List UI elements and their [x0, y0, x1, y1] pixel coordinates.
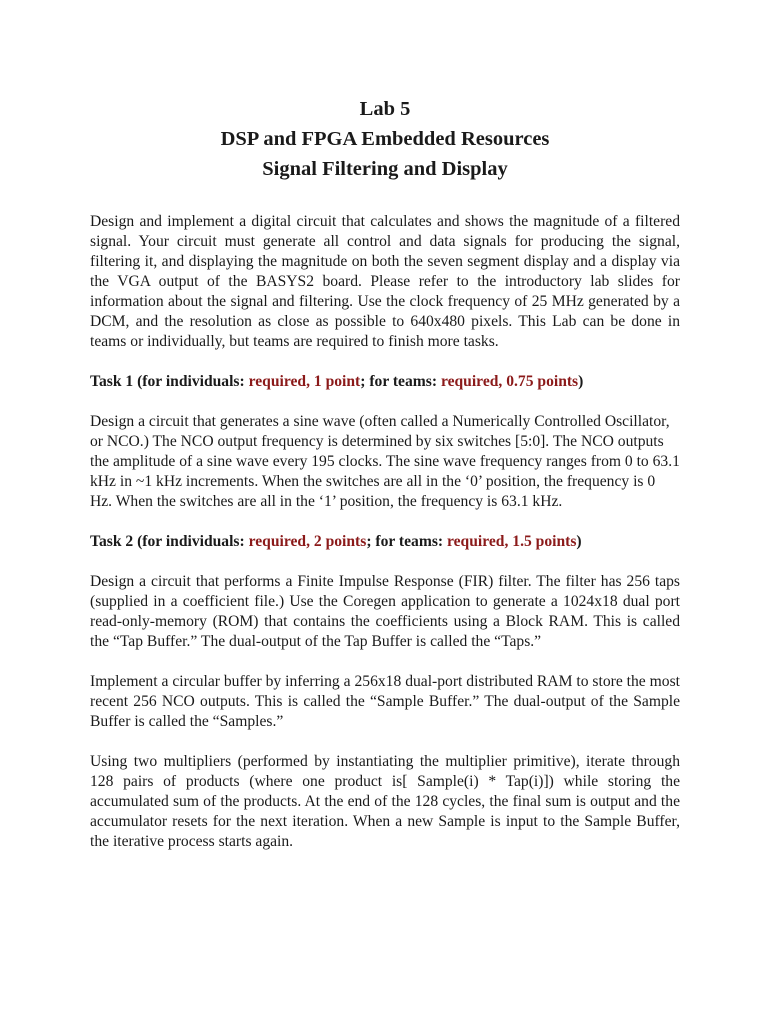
task2-paragraph-fir: Design a circuit that performs a Finite Impulse Response (FIR) filter. The filter has 256 taps (supplied in a coefficient file.) Use the Coregen application to generate a 1024x18 dual port read-only-memory (ROM) that contains the coefficients using a Block RAM. This is called the “Tap Buffer.” The dual-output of the Tap Buffer is called the “Taps.”: [90, 573, 680, 650]
task2-paragraph-multipliers: Using two multipliers (performed by instantiating the multiplier primitive), iterate through 128 pairs of products (where one product is[ Sample(i) * Tap(i)]) while storing the accumulated sum of the products. At the end of the 128 cycles, the final sum is output and the accumulator resets for the next iteration. When a new Sample is input to the Sample Buffer, the iterative process starts again.: [90, 753, 680, 850]
task1-heading-middle: ; for teams:: [360, 373, 441, 390]
spacer: [90, 552, 680, 572]
task2-heading-prefix: Task 2 (for individuals:: [90, 533, 249, 550]
task1-heading: [90, 372, 680, 392]
task1-team-requirement: required, 0.75 points: [440, 373, 579, 390]
intro-paragraph: Design and implement a digital circuit that calculates and shows the magnitude of a filtered signal. Your circuit must generate all control and data signals for producing the signal, filtering it, and displaying the magnitude on both the seven segment display and a display via the VGA output of the BASYS2 board. Please refer to the introductory lab slides for information about the signal and filtering. Use the clock frequency of 25 MHz generated by a DCM, and the resolution as close as possible to 640x480 pixels. This Lab can be done in teams or individually, but teams are required to finish more tasks.: [90, 213, 680, 350]
spacer: [90, 652, 680, 672]
lab-subtitle: Signal Filtering and Display: [262, 158, 508, 180]
task2-team-requirement: required, 1.5 points: [447, 533, 577, 550]
lab-number: Lab 5: [359, 98, 411, 120]
task1-heading-prefix: Task 1 (for individuals:: [90, 373, 249, 390]
task2-individual-requirement: required, 2 points: [248, 533, 367, 550]
task1-individual-requirement: required, 1 point: [248, 373, 361, 390]
title-block: [90, 94, 680, 184]
lab-title: DSP and FPGA Embedded Resources: [220, 128, 550, 150]
task1-heading-suffix: ): [578, 373, 584, 390]
document-page: [90, 94, 680, 852]
task2-heading-middle: ; for teams:: [366, 533, 447, 550]
task2-paragraph-buffer: Implement a circular buffer by inferring a 256x18 dual-port distributed RAM to store the most recent 256 NCO outputs. This is called the “Sample Buffer.” The dual-output of the Sample Buffer is called the “Samples.”: [90, 673, 680, 730]
spacer: [90, 392, 680, 412]
spacer: [90, 512, 680, 532]
task2-heading-suffix: ): [576, 533, 582, 550]
task2-heading: [90, 532, 680, 552]
spacer: [90, 732, 680, 752]
spacer: [90, 352, 680, 372]
task1-body: Design a circuit that generates a sine wave (often called a Numerically Controlled Oscillator, or NCO.) The NCO output frequency is determined by six switches [5:0]. The NCO outputs the amplitude of a sine wave every 195 clocks. The sine wave frequency ranges from 0 to 63.1 kHz in ~1 kHz increments. When the switches are all in the ‘0’ position, the frequency is 0 Hz. When the switches are all in the ‘1’ position, the frequency is 63.1 kHz.: [90, 413, 680, 510]
